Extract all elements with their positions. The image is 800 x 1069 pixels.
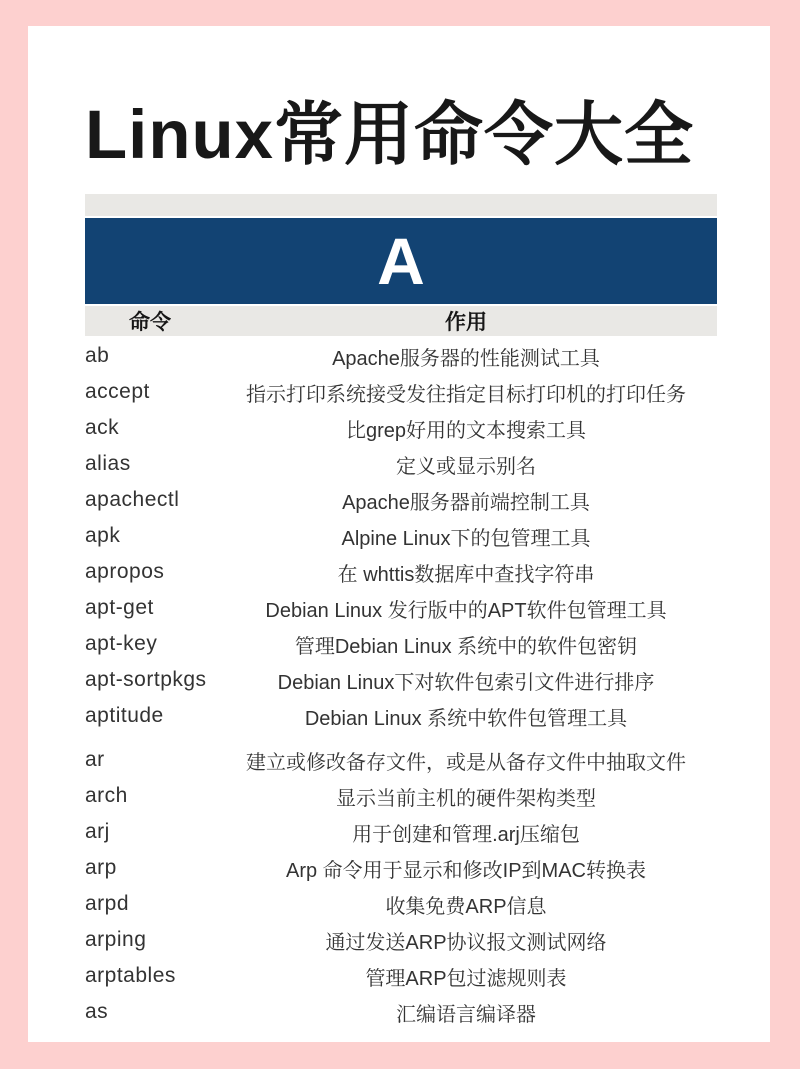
- table-row: [85, 886, 717, 922]
- command-description: Debian Linux 发行版中的APT软件包管理工具: [265, 599, 667, 622]
- command-name: arch: [85, 784, 128, 807]
- table-row: [85, 374, 717, 410]
- table-row: [85, 626, 717, 662]
- command-description: Arp 命令用于显示和修改IP到MAC转换表: [285, 859, 647, 882]
- poster-page: [28, 26, 770, 1042]
- command-name: ar: [85, 748, 105, 771]
- table-row: [85, 518, 717, 554]
- table-row: [85, 590, 717, 626]
- command-description: 管理ARP包过滤规则表: [365, 967, 567, 990]
- table-row: [85, 338, 717, 374]
- command-description: Apache服务器前端控制工具: [342, 491, 590, 514]
- command-description: 定义或显示别名: [396, 455, 536, 478]
- command-name: arp: [85, 856, 117, 879]
- command-name: apt-get: [85, 596, 154, 619]
- command-name: accept: [85, 380, 150, 403]
- command-name: arping: [85, 928, 147, 951]
- column-header-command: 命令: [129, 311, 171, 334]
- column-header-description: 作用: [445, 311, 487, 334]
- table-row: [85, 922, 717, 958]
- command-description: 比grep好用的文本搜索工具: [345, 419, 587, 442]
- table-row: [85, 778, 717, 814]
- command-name: apt-sortpkgs: [85, 668, 207, 691]
- table-row: [85, 742, 717, 778]
- table-row: [85, 814, 717, 850]
- table-row: [85, 554, 717, 590]
- table-row: [85, 446, 717, 482]
- table-row: [85, 698, 717, 734]
- command-description: Apache服务器的性能测试工具: [332, 347, 600, 370]
- command-name: arpd: [85, 892, 130, 915]
- table-row: [85, 662, 717, 698]
- command-description: 在 whttis数据库中查找字符串: [337, 563, 595, 586]
- command-description: Alpine Linux下的包管理工具: [341, 527, 591, 550]
- command-name: apropos: [85, 560, 165, 583]
- command-name: apachectl: [85, 488, 180, 511]
- command-name: aptitude: [85, 704, 164, 727]
- command-table: [85, 194, 717, 1030]
- section-letter: A: [377, 224, 425, 298]
- table-row: [85, 994, 717, 1030]
- command-name: apt-key: [85, 632, 158, 655]
- table-body: [85, 336, 717, 1030]
- table-row: [85, 958, 717, 994]
- table-row: [85, 850, 717, 886]
- command-name: ab: [85, 344, 110, 367]
- command-description: 汇编语言编译器: [396, 1003, 536, 1026]
- command-description: 收集免费ARP信息: [385, 895, 547, 918]
- command-name: as: [85, 1000, 109, 1023]
- command-description: 管理Debian Linux 系统中的软件包密钥: [294, 635, 638, 658]
- section-banner: [85, 218, 717, 304]
- command-description: Debian Linux下对软件包索引文件进行排序: [277, 671, 655, 694]
- command-description: 通过发送ARP协议报文测试网络: [325, 931, 607, 954]
- command-name: apk: [85, 524, 121, 547]
- page-title: Linux常用命令大全: [85, 96, 694, 173]
- command-description: 用于创建和管理.arj压缩包: [352, 823, 580, 846]
- command-name: arptables: [85, 964, 176, 987]
- table-row: [85, 410, 717, 446]
- command-description: 建立或修改备存文件，或是从备存文件中抽取文件: [246, 751, 686, 774]
- table-row: [85, 482, 717, 518]
- table-header-row: [85, 306, 717, 336]
- command-description: 显示当前主机的硬件架构类型: [336, 787, 596, 810]
- command-description: 指示打印系统接受发往指定目标打印机的打印任务: [246, 383, 686, 406]
- command-name: arj: [85, 820, 110, 843]
- command-name: ack: [85, 416, 120, 439]
- table-top-strip: [85, 194, 717, 216]
- command-description: Debian Linux 系统中软件包管理工具: [304, 707, 628, 730]
- command-name: alias: [85, 452, 131, 475]
